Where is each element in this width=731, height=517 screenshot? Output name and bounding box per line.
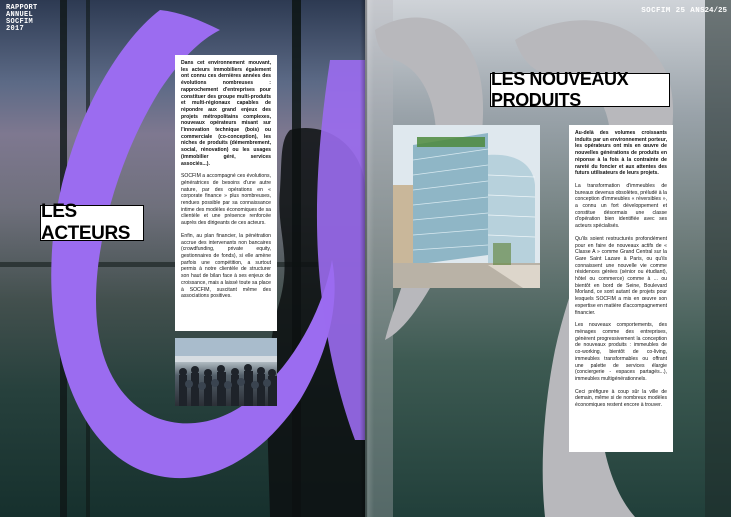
report-running-title: SOCFIM 25 ANS	[641, 7, 705, 15]
paragraph: La transformation d'immeubles de bureaux devenus obsolètes, préludé à la conception d'immeubles « réversibles », a connu un fort développement et constitue désormais une classe d'opération bien identifiée avec ses acteurs spécialisés.	[575, 182, 667, 230]
paragraph: Ceci préfigure à coup sûr la ville de demain, même si de nombreux modèles économiques restent encore à trouver.	[575, 388, 667, 409]
building-illustration	[393, 125, 540, 288]
report-label-line: SOCFIM	[6, 18, 34, 26]
crowd-photo	[175, 338, 277, 406]
right-text-column	[569, 125, 673, 452]
report-label-line: RAPPORT	[6, 4, 38, 12]
page-numbers: 24/25	[704, 7, 727, 15]
report-label-line: ANNUEL	[6, 11, 34, 19]
spine-gutter	[360, 0, 374, 517]
section-title-nouveaux-produits: LES NOUVEAUX PRODUITS	[490, 73, 670, 107]
section-title-acteurs: LES ACTEURS	[40, 205, 144, 241]
paragraph: Enfin, au plan financier, la pénétration accrue des intervenants non bancaires (crowdfunding, private equity, gestionnaires de fonds), si elle amène parfois une compétition, a surtout permis à notre clientèle de structurer son haut de bilan face à ses enjeux de croissance, mais a laissé toute sa place à SOCFIM, suscitant même des associations positives.	[181, 232, 271, 300]
report-label-line: 2017	[6, 25, 25, 33]
left-text-column	[175, 55, 277, 331]
building-photo	[393, 125, 540, 288]
paragraph: Dans cet environnement mouvant, les acteurs immobiliers également ont connu ces dernières années des évolutions nombreuses : rapprochement d'entreprises pour constituer des groupe multi-produits et multi-régionaux capables de répondre aux grand enjeux des projets métropolitains complexes, nouveaux opérateurs misant sur l'innovation technique (bois) ou commerciale (co-conception), les niches de produits (démembrement, social, rénovation) ou les usages (immobilier géré, services associés...).	[181, 60, 271, 167]
paragraph: Au-delà des volumes croissants induits par un environnement porteur, les opérateurs ont mis en œuvre de nouvelles générations de produits en réponse à la fois à la contrainte de rareté du foncier et aux attentes des futurs utilisateurs de leurs projets.	[575, 130, 667, 177]
paragraph: Les nouveaux comportements, des ménages comme des entreprises, génèrent progressivement la conception de nouveaux produits : immeubles de co-working, bientôt de co-living, immeubles transformables ou offrant une palette de services élargie (conciergerie - espaces partagés...), immeubles multigénérationnels.	[575, 322, 667, 382]
paragraph: SOCFIM a accompagné ces évolutions, génératrices de besoins d'une autre nature, par des opérations en « corporate finance » plus nombreuses, rendues possible par sa connaissance intime des modèles économiques de sa clientèle et une présence renforcée auprès des dirigeants de ces acteurs.	[181, 173, 271, 227]
report-label	[6, 5, 46, 33]
paragraph: Qu'ils soient restructurés profondément pour en faire de nouveaux actifs de « Classe A » comme Grand Central sur la Gare Saint Lazare à Paris, ou qu'ils connaissent une nouvelle vie comme résidences gérées (sénior ou étudiant), hôtel ou commerce) comme à ... ou bientôt en bord de Seine, Boulevard Morland, ce sont autant de projets pour lesquels SOCFIM a mis en œuvre son expertise en matière d'accompagnement financier.	[575, 235, 667, 316]
crowd-photo-illustration	[175, 338, 277, 406]
